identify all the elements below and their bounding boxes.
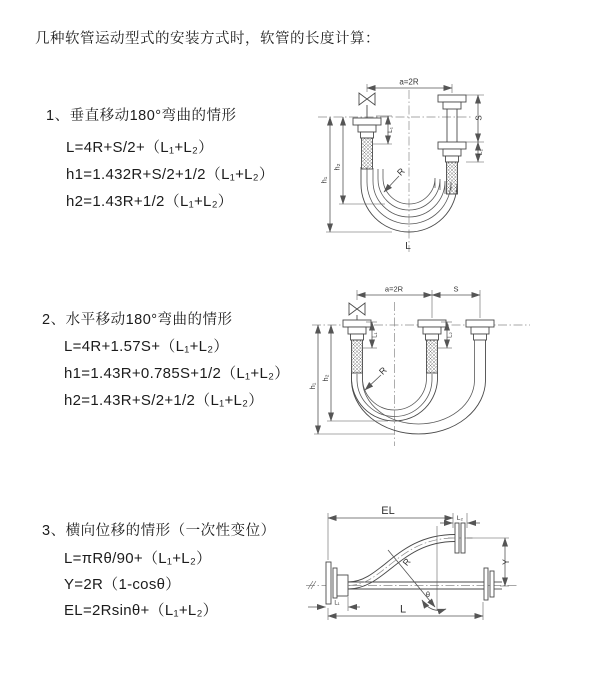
u-bend-hose-arcs — [352, 340, 486, 434]
dim-label-l2: L₂ — [447, 332, 454, 338]
dim-h1 — [320, 117, 393, 232]
section3-formula-el: EL=2Rsinθ+（L₁+L₂） — [64, 602, 218, 619]
right-pipe-fittings — [438, 95, 466, 194]
dim-label-s: S — [474, 115, 484, 121]
section3-heading: 3、横向位移的情形（一次性变位） — [42, 523, 276, 539]
section1-formula-h2: h2=1.43R+1/2（L₁+L₂） — [66, 193, 234, 210]
dim-label-h2: h₂ — [321, 374, 330, 382]
dim-label-a2r: a=2R — [399, 77, 419, 87]
dim-width-a2r — [357, 285, 480, 319]
dim-width-a2r — [367, 78, 452, 94]
pipe-break-mark — [308, 581, 316, 589]
dim-label-l: L — [399, 603, 407, 616]
right-bottom-flange — [484, 568, 502, 600]
radius-callout — [365, 365, 389, 390]
dim-label-h1: h₁ — [319, 176, 329, 184]
dim-label-el: EL — [381, 505, 395, 517]
section1-heading: 1、垂直移动180°弯曲的情形 — [46, 108, 237, 124]
dim-label-l1: L₁ — [372, 332, 379, 338]
radius-label: R — [377, 365, 389, 377]
dim-label-l2: L₂ — [477, 148, 484, 156]
page-title: 几种软管运动型式的安装方式时，软管的长度计算： — [35, 31, 380, 47]
radius-label: R — [400, 556, 413, 568]
section1-formula-l: L=4R+S/2+（L₁+L₂） — [66, 139, 214, 156]
left-flange-fitting — [326, 562, 348, 604]
diagram-horizontal-180-bend — [308, 278, 600, 458]
dim-l2 — [466, 142, 484, 162]
section2-formula-l: L=4R+1.57S+（L₁+L₂） — [64, 338, 229, 355]
dim-label-h2: h₂ — [332, 163, 342, 171]
section2-heading: 2、水平移动180°弯曲的情形 — [42, 312, 233, 328]
dim-label-y: Y — [501, 558, 511, 566]
dim-label-a2r: a=2R — [384, 284, 404, 294]
theta-label: θ — [425, 590, 431, 599]
dim-label-l2: L₂ — [456, 515, 464, 522]
radius-label: R — [395, 166, 407, 178]
section3-formula-y: Y=2R（1-cosθ） — [64, 576, 181, 593]
theta-construction — [388, 526, 446, 610]
dim-label-h1: h₁ — [308, 382, 317, 390]
left-hose-fitting — [343, 320, 371, 373]
dim-label-l1: L₁ — [387, 127, 394, 133]
diagram-lateral-displacement — [300, 498, 600, 658]
dim-l — [328, 602, 483, 620]
dim-s — [466, 95, 484, 142]
section3-formula-l: L=πRθ/90+（L₁+L₂） — [64, 550, 212, 567]
section1-formula-h1: h1=1.432R+S/2+1/2（L₁+L₂） — [66, 166, 275, 183]
dim-l2 — [440, 513, 480, 528]
diagram-vertical-180-bend — [312, 72, 600, 264]
length-label: L — [405, 241, 411, 252]
dim-label-s: S — [453, 284, 459, 294]
right-hose-fitting — [466, 320, 494, 340]
valve-icon — [349, 303, 365, 320]
radius-callout — [384, 166, 407, 192]
dim-y — [467, 538, 511, 586]
middle-hose-fitting — [418, 320, 446, 373]
section2-formula-h2: h2=1.43R+S/2+1/2（L₁+L₂） — [64, 392, 264, 409]
left-hose-fitting — [353, 118, 381, 169]
dim-label-l1: L₁ — [334, 600, 340, 607]
valve-icon — [359, 93, 375, 118]
dim-el — [328, 505, 453, 560]
dim-l1 — [308, 597, 360, 611]
section2-formula-h1: h1=1.43R+0.785S+1/2（L₁+L₂） — [64, 365, 290, 382]
dim-s — [432, 285, 480, 296]
